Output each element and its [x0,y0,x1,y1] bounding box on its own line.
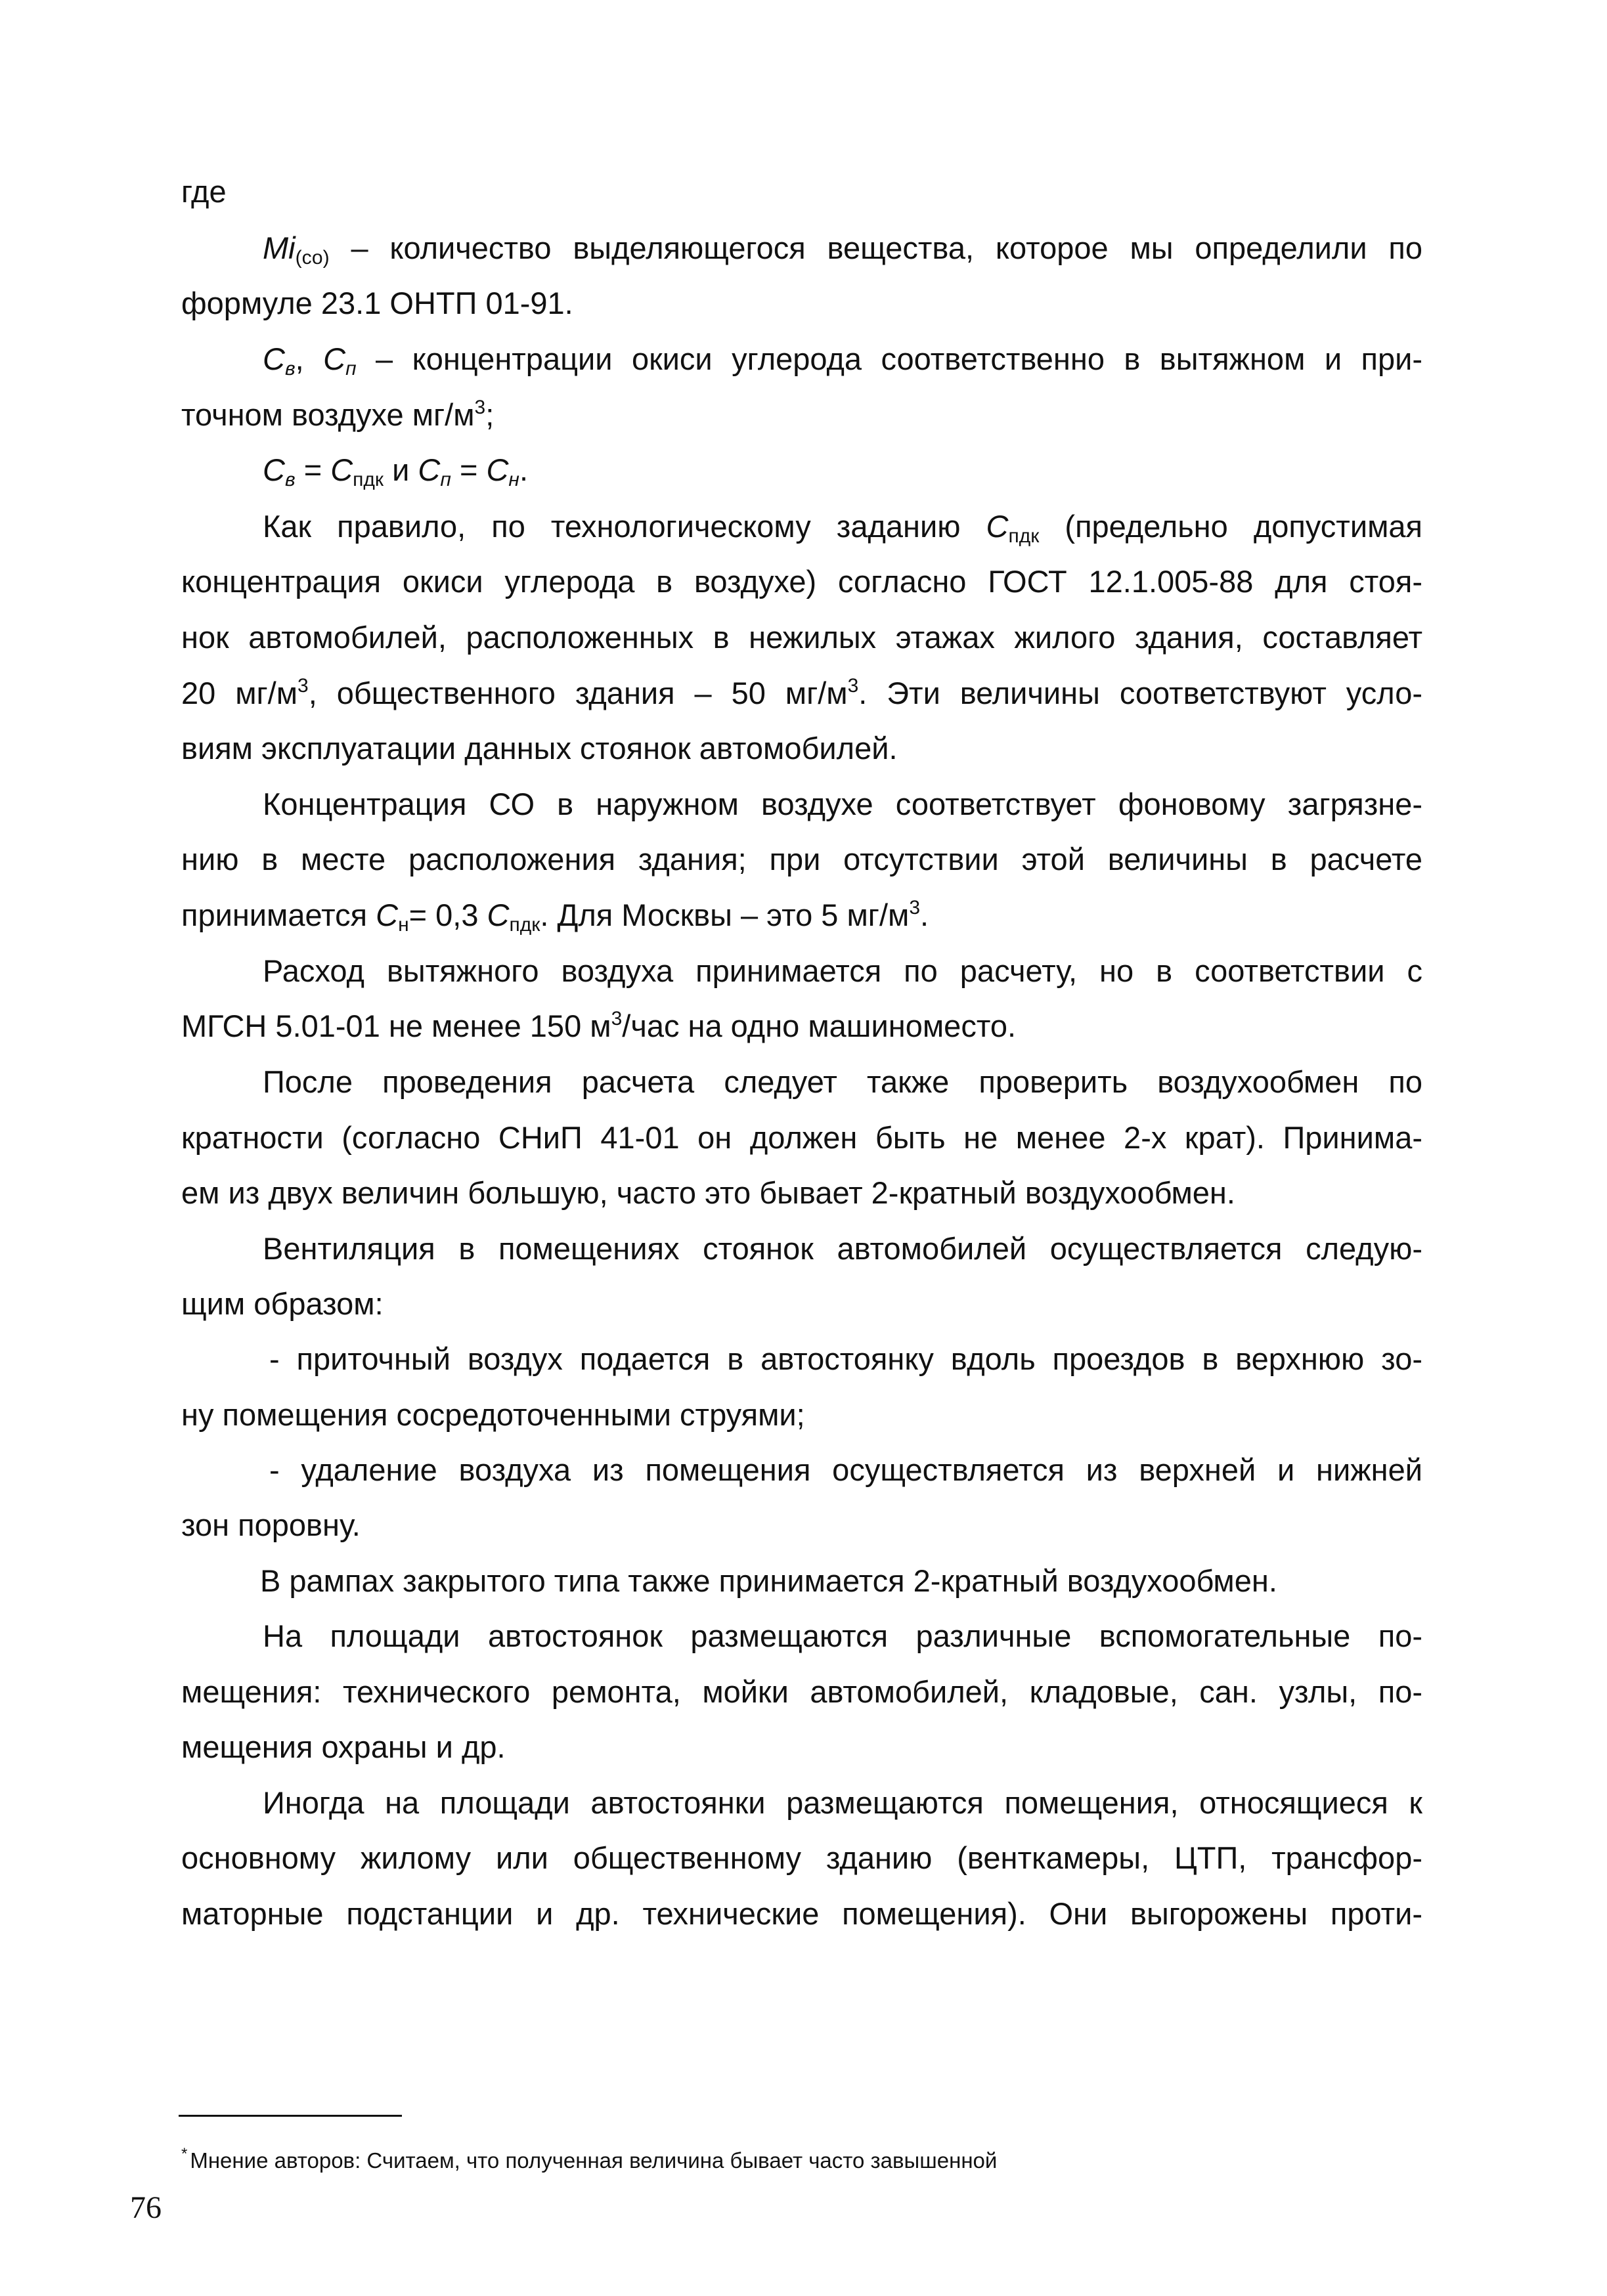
footnote-marker: * [181,2145,188,2163]
text-line: ну помещения сосредоточенными струями; [181,1397,805,1432]
footnote-text: Мнение авторов: Считаем, что полученная величина бывает часто завышенной [190,2148,998,2173]
text-line: нок автомобилей, расположенных в нежилых этажах жилого здания, составляет [181,620,1422,655]
text-line: Концентрация СО в наружном воздухе соответствует фоновому загрязне- [263,787,1422,821]
text-line: мещения: технического ремонта, мойки автомобилей, кладовые, сан. узлы, по- [181,1674,1422,1709]
text-line: маторные подстанции и др. технические помещения). Они выгорожены проти- [181,1896,1422,1931]
text-line: щим образом: [181,1286,384,1321]
text-line: основному жилому или общественному зданию (венткамеры, ЦТП, трансфор- [181,1840,1422,1875]
text-line: На площади автостоянок размещаются различные вспомогательные по- [263,1618,1422,1653]
text-line: концентрация окиси углерода в воздухе) согласно ГОСТ 12.1.005-88 для стоя- [181,564,1422,599]
text-line: В рампах закрытого типа также принимается 2-кратный воздухообмен. [260,1563,1277,1598]
text-line: Расход вытяжного воздуха принимается по расчету, но в соответствии с [263,953,1422,988]
text-line: виям эксплуатации данных стоянок автомобилей. [181,731,898,766]
text-line: точном воздухе $мг/м^3$; [181,397,495,432]
list-item: - приточный воздух подается в автостоянку вдоль проездов в верхнюю зо- [269,1341,1422,1376]
text-line: После проведения расчета следует также проверить воздухообмен по [263,1064,1422,1099]
text-line: кратности (согласно СНиП 41-01 он должен быть не менее 2-х крат). Принима- [181,1120,1422,1155]
text-line: ем из двух величин большую, часто это бывает 2-кратный воздухообмен. [181,1175,1235,1210]
footnote-divider [179,2115,402,2117]
text-line: формуле 23.1 ОНТП 01-91. [181,286,573,320]
page-number: 76 [130,2190,162,2225]
text-line: 20 $мг/м^3$, общественного здания – 50 $мг/м^3$. Эти величины соответствуют усло- [181,675,1422,710]
text-line: принимается $C_н= 0,3$ $C_{пдк}$. Для Москвы – это 5 $мг/м^3$. [181,897,929,936]
text-line: Вентиляция в помещениях стоянок автомобилей осуществляется следую- [263,1231,1422,1266]
text-line: где [181,174,227,209]
text-line: мещения охраны и др. [181,1729,506,1764]
text-line: Как правило, по технологическому заданию $C_{пдк}$ (предельно допустимая [263,509,1422,547]
text-line: $Mi_{(со)}$ – количество выделяющегося вещества, которое мы определили по [263,230,1422,269]
formula-line: $C_в = C_{пдк}$ и $C_п = C_н$. [263,452,528,490]
footnote [181,2140,997,2175]
text-line: Иногда на площади автостоянки размещаются помещения, относящиеся к [263,1785,1422,1820]
text-line: нию в месте расположения здания; при отсутствии этой величины в расчете [181,842,1422,877]
text-line: зон поровну. [181,1507,361,1542]
text-line: МГСН 5.01-01 не менее 150 $м^3$/час на одно машиноместо. [181,1008,1017,1043]
list-item: - удаление воздуха из помещения осуществляется из верхней и нижней [269,1452,1422,1487]
text-line: $C_в$, $C_п$ – концентрации окиси углерода соответственно в вытяжном и при- [263,341,1422,379]
